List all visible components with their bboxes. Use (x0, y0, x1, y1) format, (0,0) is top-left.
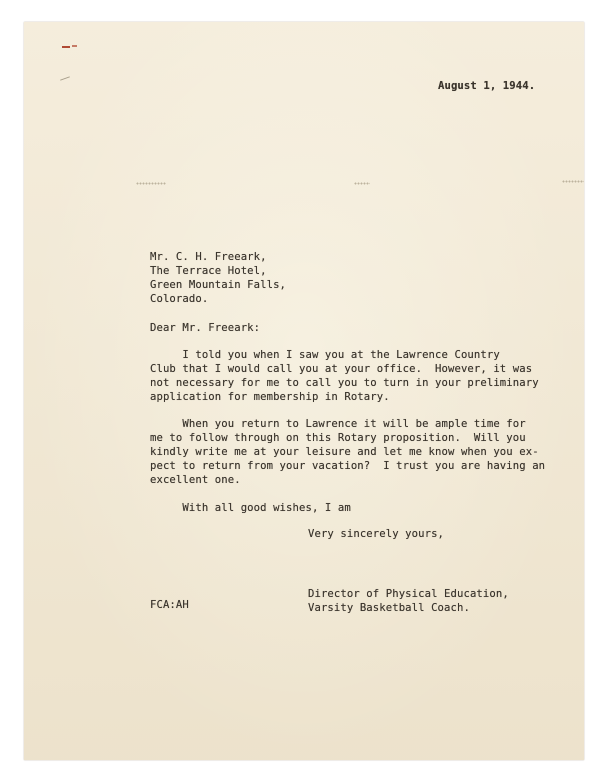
paragraph-line: me to follow through on this Rotary proposition. Will you (150, 432, 526, 444)
recipient-address-line: The Terrace Hotel, (150, 265, 267, 277)
paragraph-line: I told you when I saw you at the Lawrence Country (150, 349, 500, 361)
paragraph-line: Club that I would call you at your office. However, it was (150, 363, 533, 375)
letter-paper (24, 22, 584, 760)
paragraph-line: kindly write me at your leisure and let me know when you ex- (150, 446, 539, 458)
paragraph-line: application for membership in Rotary. (150, 391, 390, 403)
valediction: Very sincerely yours, (308, 528, 445, 540)
paragraph-line: pect to return from your vacation? I trust you are having an (150, 460, 546, 472)
dotted-mark (354, 182, 370, 185)
letter-date: August 1, 1944. (438, 80, 536, 92)
pencil-mark (72, 45, 77, 47)
closing-line: With all good wishes, I am (150, 502, 351, 514)
paragraph-line: When you return to Lawrence it will be ample time for (150, 418, 526, 430)
salutation: Dear Mr. Freeark: (150, 322, 261, 334)
signer-title: Varsity Basketball Coach. (308, 602, 470, 614)
recipient-address-line: Green Mountain Falls, (150, 279, 287, 291)
dotted-mark (562, 180, 584, 183)
recipient-name: Mr. C. H. Freeark, (150, 251, 267, 263)
paragraph-line: excellent one. (150, 474, 241, 486)
pencil-mark (60, 76, 70, 80)
reference-initials: FCA:AH (150, 599, 189, 611)
pencil-mark (62, 46, 70, 48)
signer-title: Director of Physical Education, (308, 588, 509, 600)
paragraph-line: not necessary for me to call you to turn in your preliminary (150, 377, 539, 389)
recipient-address-line: Colorado. (150, 293, 209, 305)
dotted-mark (136, 182, 166, 185)
